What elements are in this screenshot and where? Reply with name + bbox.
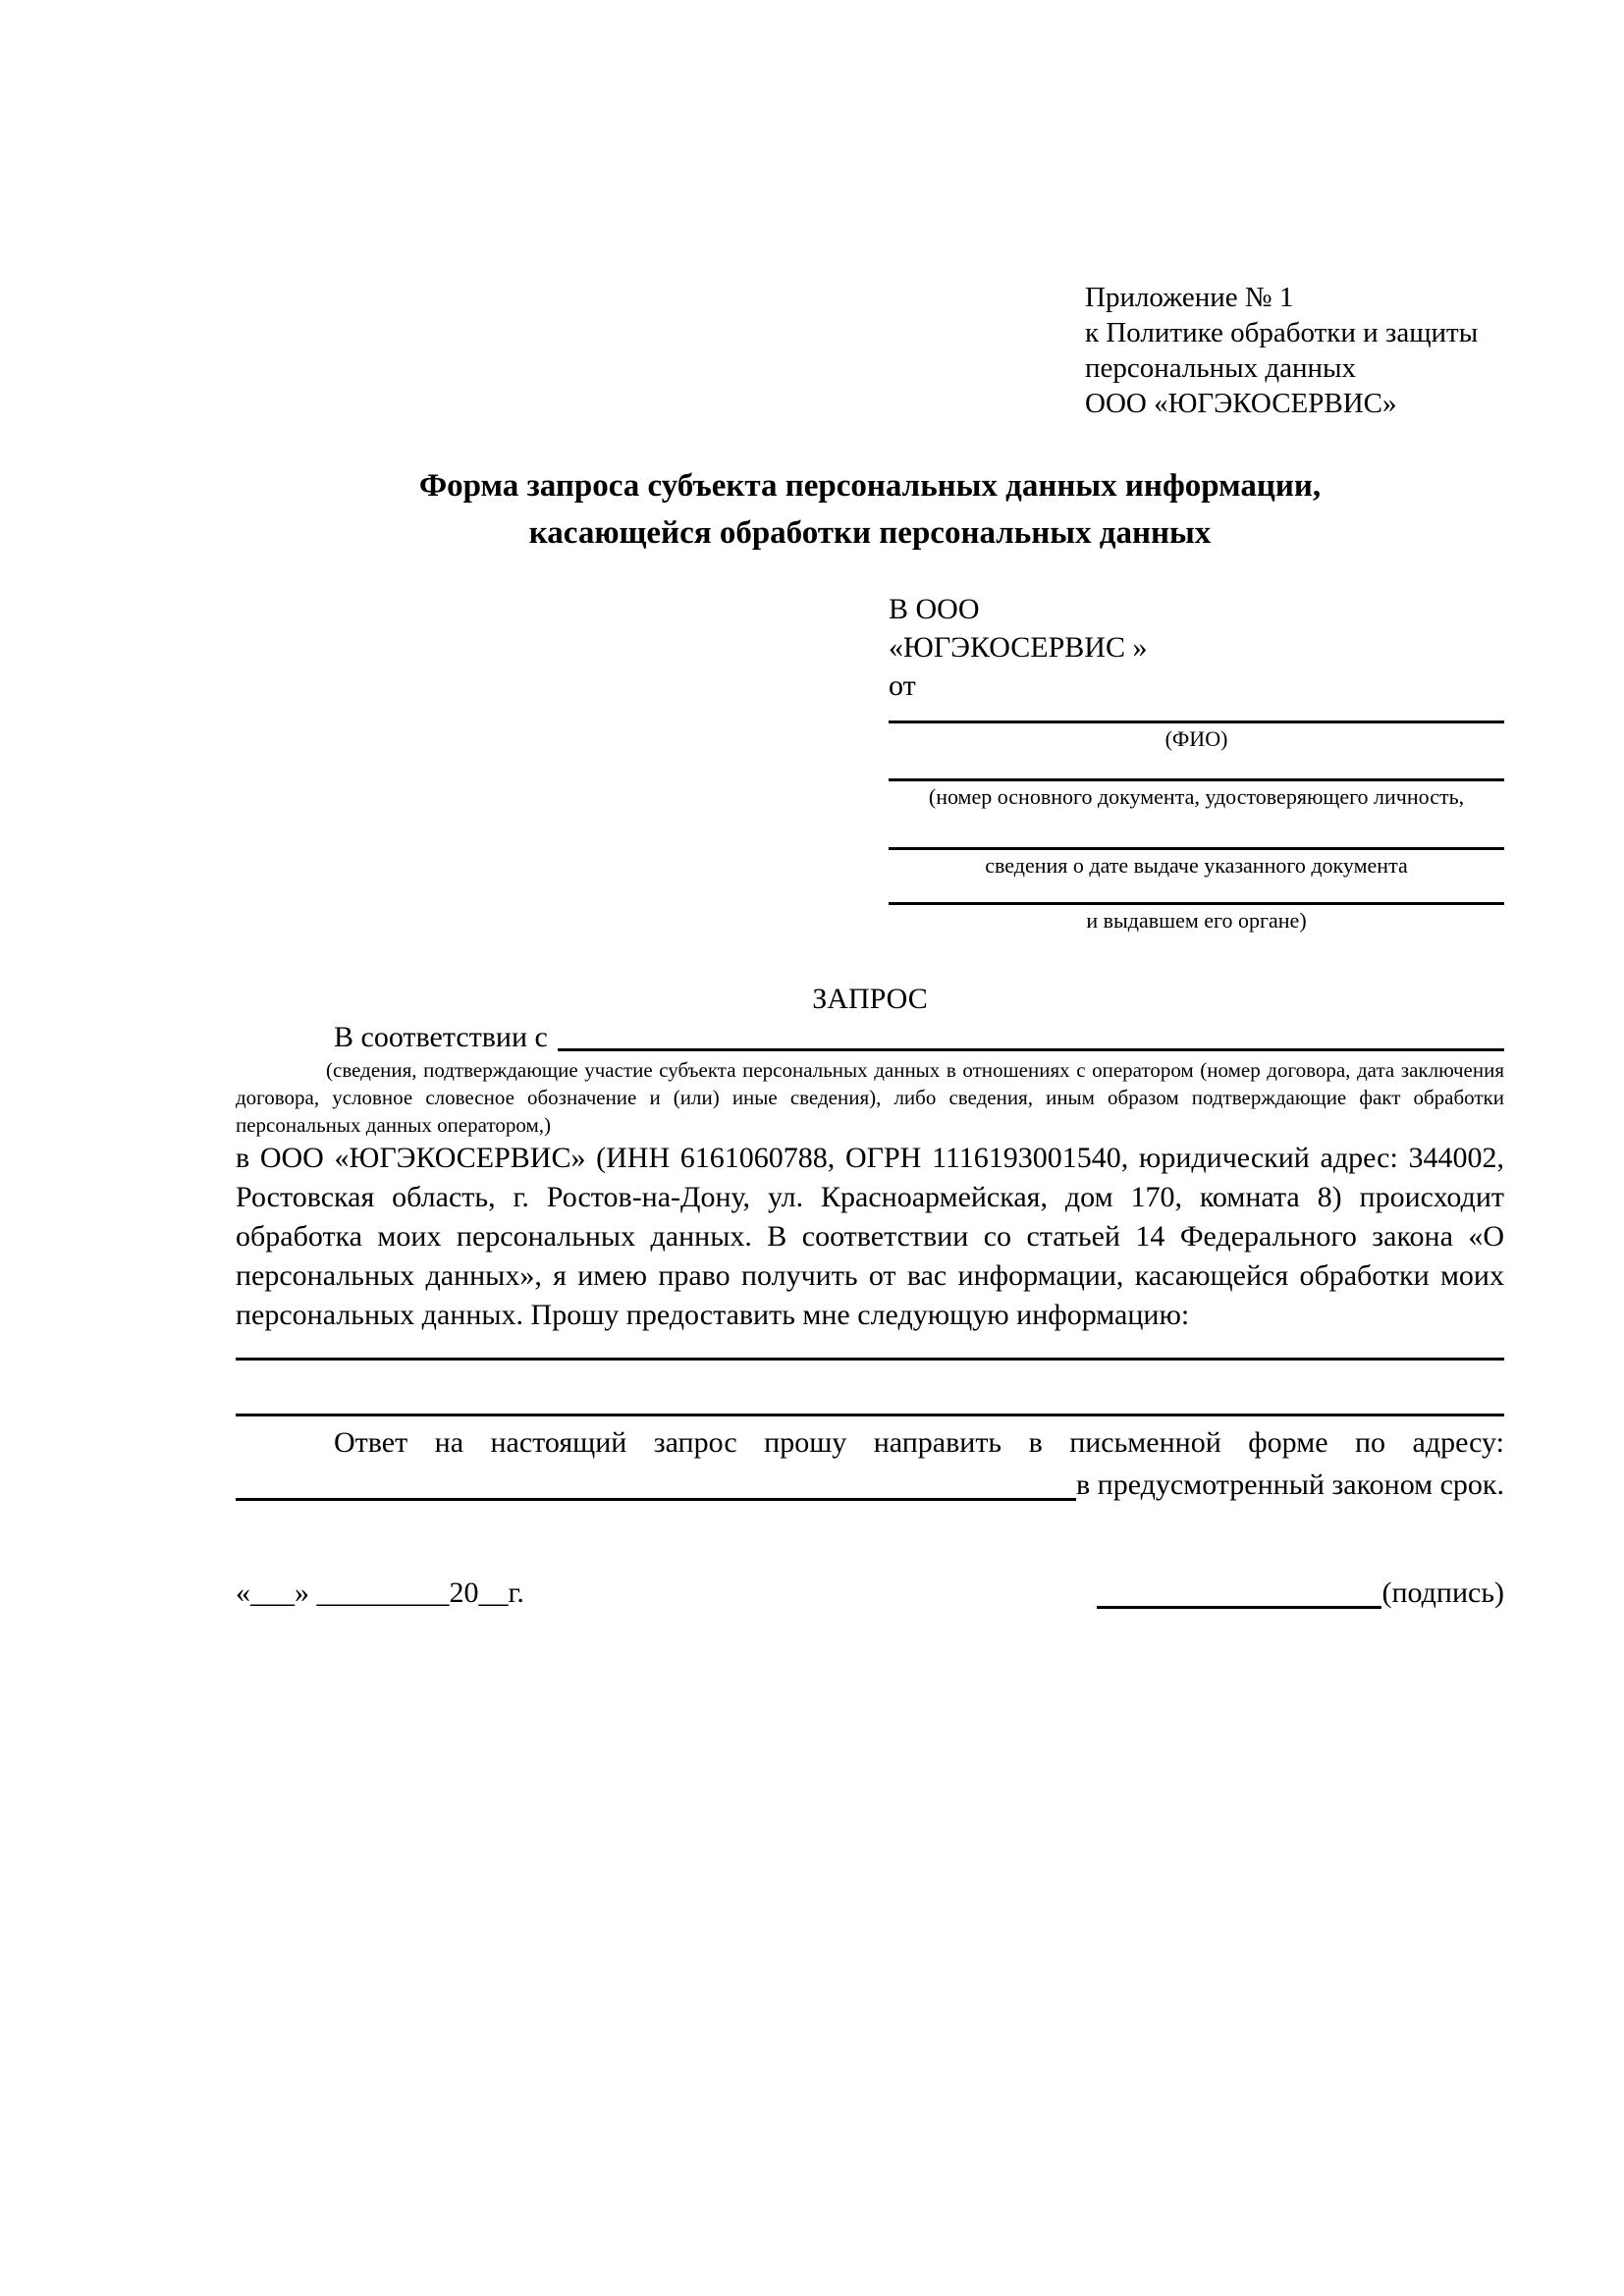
page-title-line-1: Форма запроса субъекта персональных данных информации,	[418, 468, 1322, 504]
document-content	[236, 0, 1504, 1614]
reply-address-fill-line	[236, 1498, 1076, 1501]
signature-caption: (подпись)	[1381, 1576, 1504, 1609]
id-document-caption: (номер основного документа, удостоверяющего личность,	[928, 784, 1465, 809]
main-paragraph: в ООО «ЮГЭКОСЕРВИС» (ИНН 6161060788, ОГРН 1116193001540, юридический адрес: 344002, Ростовская область, г. Ростов-на-Дону, ул. Красноармейская, дом 170, комната 8) происходит обработка моих персональных данных. В соответствии со статьей 14 Федерального закона «О персональных данных», я имею право получить от вас информации, касающейся обработки моих персональных данных. Прошу предоставить мне следующую информацию:	[236, 1142, 1504, 1331]
fine-print-note: (сведения, подтверждающие участие субъекта персональных данных в отношениях с оператором (номер договора, дата заключения договора, условное словесное обозначение и (или) иные сведения), либо сведения, иным образом подтверждающие факт обработки персональных данных оператором,)	[236, 1058, 1504, 1137]
reply-paragraph-line-1: Ответ на настоящий запрос прошу направить в письменной форме по адресу:	[334, 1426, 1504, 1459]
page-title-line-2: касающейся обработки персональных данных	[528, 515, 1212, 551]
id-document-fill-line	[889, 778, 1504, 781]
issue-date-fill-line	[889, 847, 1504, 850]
appendix-header-line-1: Приложение № 1	[1085, 282, 1294, 313]
fio-caption: (ФИО)	[1164, 726, 1228, 751]
addressee-line-1: В ООО	[889, 593, 980, 625]
request-heading: ЗАПРОС	[812, 983, 928, 1015]
addressee-line-2: «ЮГЭКОСЕРВИС »	[889, 631, 1148, 664]
issuing-authority-caption: и выдавшем его органе)	[1086, 908, 1307, 933]
addressee-line-3: от	[889, 669, 916, 702]
date-blank: «___» _________20__г.	[236, 1576, 524, 1609]
reply-paragraph-line-2	[236, 1464, 1504, 1506]
fio-fill-line	[889, 721, 1504, 723]
appendix-header-line-4: ООО «ЮГЭКОСЕРВИС»	[1085, 388, 1397, 419]
signature-group	[1097, 1572, 1504, 1614]
signature-fill-line	[1097, 1606, 1381, 1609]
appendix-header-line-3: персональных данных	[1085, 352, 1357, 384]
addressee-block	[889, 590, 1504, 934]
appendix-header	[1085, 280, 1504, 421]
accordance-label: В соответствии с	[334, 1021, 548, 1053]
issuing-authority-fill-line	[889, 902, 1504, 905]
page-title	[236, 462, 1504, 557]
signature-row	[236, 1572, 1504, 1614]
reply-paragraph-suffix: в предусмотренный законом срок.	[1076, 1468, 1504, 1501]
requested-info-fill-line-2	[236, 1414, 1504, 1416]
accordance-row	[236, 1019, 1504, 1056]
accordance-fill-line	[558, 1048, 1504, 1051]
appendix-header-line-2: к Политике обработки и защиты	[1085, 317, 1479, 348]
requested-info-fill-line-1	[236, 1358, 1504, 1361]
issue-date-caption: сведения о дате выдаче указанного документа	[985, 853, 1408, 878]
